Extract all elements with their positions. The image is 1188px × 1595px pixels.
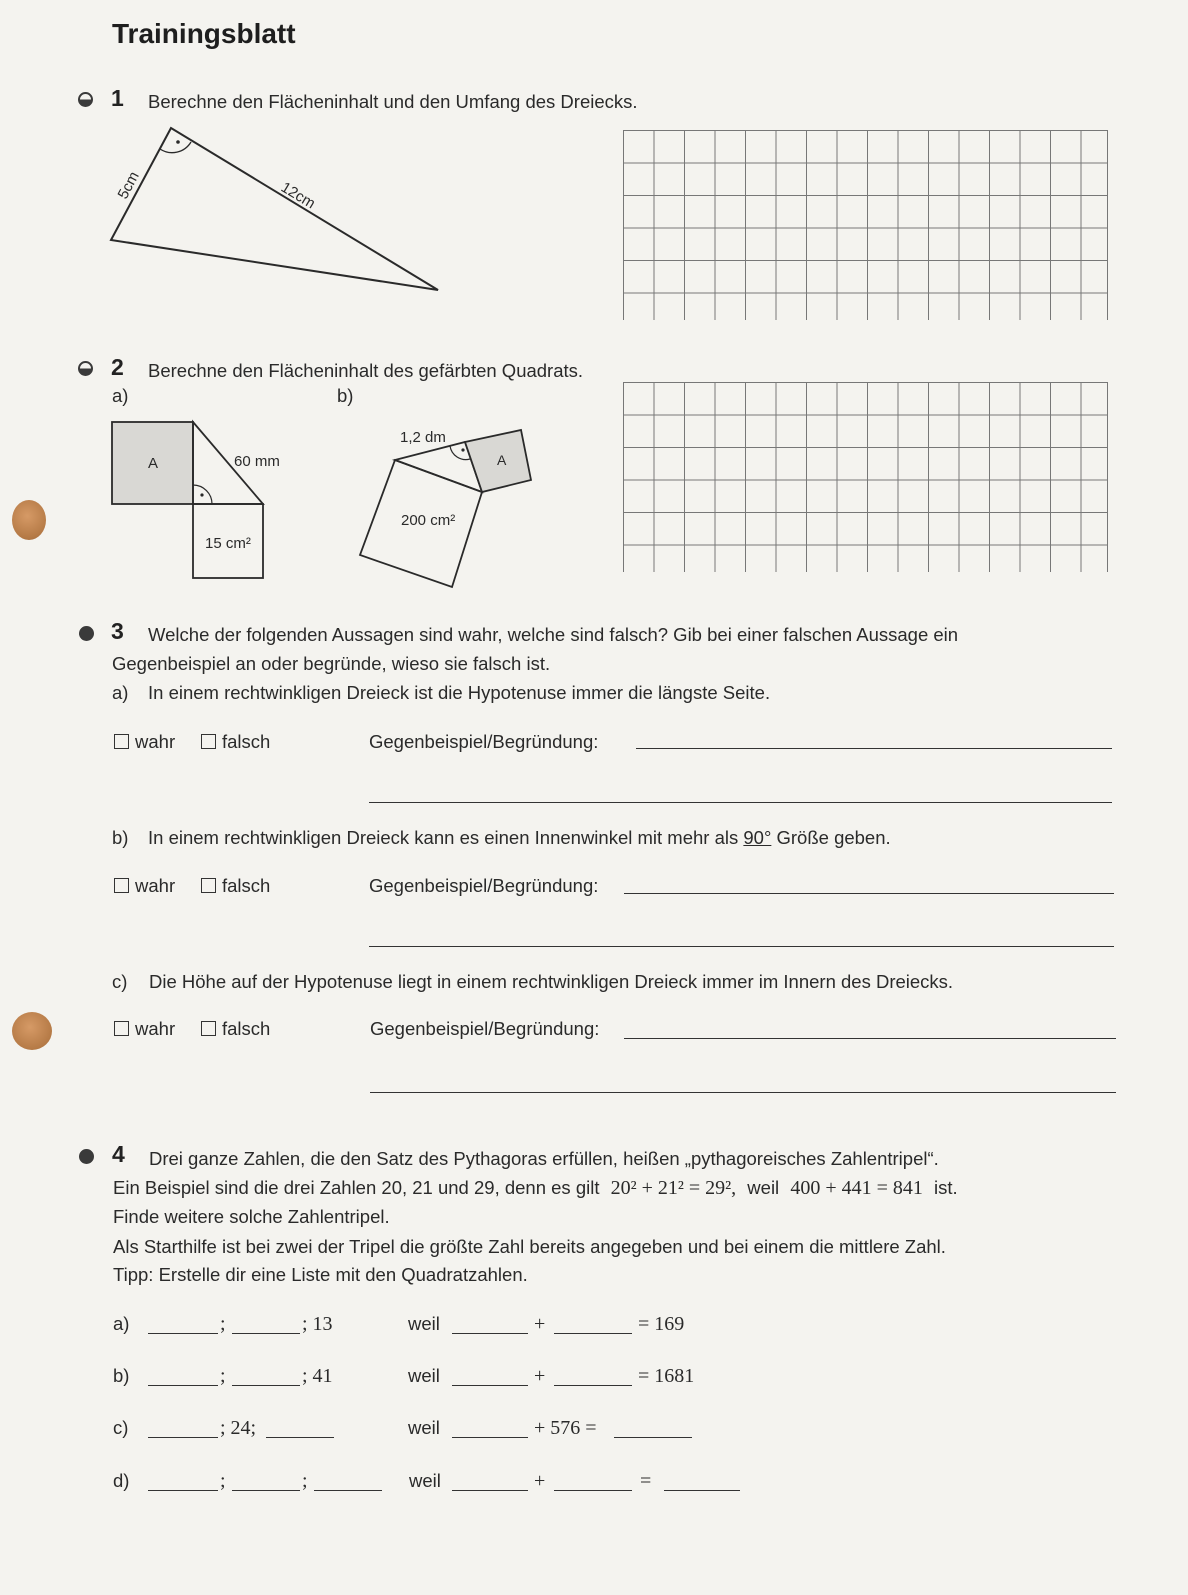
- row-d-sep-2: ;: [302, 1470, 308, 1492]
- row-a-weil: weil: [408, 1313, 440, 1334]
- row-a-blank-1[interactable]: [148, 1319, 218, 1334]
- right-angle-mark: [160, 142, 191, 153]
- row-c-blank-2[interactable]: [266, 1423, 334, 1438]
- row-b-weil: weil: [408, 1365, 440, 1386]
- right-triangle: [111, 128, 438, 290]
- task3b-text: In einem rechtwinkligen Dreieck kann es einen Innenwinkel mit mehr als 90° Größe geben.: [148, 827, 891, 848]
- hypotenuse-label: 60 mm: [234, 453, 280, 470]
- task1-answer-grid[interactable]: [623, 130, 1108, 320]
- row-d-blank-6[interactable]: [664, 1476, 740, 1491]
- row-a-given: ; 13: [302, 1313, 333, 1335]
- row-d-blank-2[interactable]: [232, 1476, 300, 1491]
- side-label: 1,2 dm: [400, 429, 446, 446]
- task2b-figure: [355, 420, 545, 595]
- task3-intro-line1: Welche der folgenden Aussagen sind wahr, welche sind falsch? Gib bei einer falschen Aussage ein: [148, 624, 959, 645]
- row-d-blank-4[interactable]: [452, 1476, 528, 1491]
- checkbox[interactable]: [114, 878, 129, 893]
- row-c-given: ; 24;: [220, 1417, 257, 1439]
- square-label: A: [148, 455, 159, 472]
- task3b-answer-line[interactable]: [624, 893, 1114, 894]
- row-b-blank-1[interactable]: [148, 1371, 218, 1386]
- task3c-label: c): [112, 971, 128, 992]
- task3a-answer-line[interactable]: [369, 802, 1112, 803]
- task2-label-a: a): [112, 385, 129, 406]
- row-a-result: = 169: [638, 1313, 685, 1335]
- side-b-label: 12cm: [277, 178, 319, 213]
- stain-mark: [12, 1012, 52, 1050]
- task2-number: 2: [111, 354, 124, 380]
- example-formula-values: 400 + 441 = 841: [790, 1177, 923, 1199]
- task3c-text: Die Höhe auf der Hypotenuse liegt in einem rechtwinkligen Dreieck immer im Innern des Dreiecks.: [149, 971, 954, 992]
- task3c-true-option[interactable]: wahr: [114, 1018, 175, 1040]
- row-c-blank-3[interactable]: [452, 1423, 528, 1438]
- task4-line1: Drei ganze Zahlen, die den Satz des Pythagoras erfüllen, heißen „pythagoreisches Zahlentripel“.: [149, 1148, 939, 1169]
- row-a-sep: ;: [220, 1313, 226, 1335]
- task3-number: 3: [111, 618, 124, 644]
- row-d-sep-1: ;: [220, 1470, 226, 1492]
- task2-text: Berechne den Flächeninhalt des gefärbten Quadrats.: [148, 360, 584, 381]
- difficulty-half-icon: [78, 92, 93, 107]
- task3c-answer-line[interactable]: [370, 1092, 1116, 1093]
- task3a-true-option[interactable]: wahr: [114, 731, 175, 753]
- task2a-figure: [105, 415, 305, 590]
- task3b-false-option[interactable]: falsch: [201, 875, 270, 897]
- row-c-sum: + 576 =: [534, 1417, 597, 1439]
- stain-mark: [12, 500, 46, 540]
- task3a-text: In einem rechtwinkligen Dreieck ist die Hypotenuse immer die längste Seite.: [148, 682, 771, 703]
- checkbox[interactable]: [201, 734, 216, 749]
- row-a-plus: +: [534, 1313, 546, 1335]
- difficulty-half-icon: [78, 361, 93, 376]
- row-d-blank-5[interactable]: [554, 1476, 632, 1491]
- row-b-blank-3[interactable]: [452, 1371, 528, 1386]
- row-a-label: a): [113, 1313, 130, 1334]
- row-b-given: ; 41: [302, 1365, 333, 1387]
- row-d-blank-1[interactable]: [148, 1476, 218, 1491]
- row-d-label: d): [113, 1470, 130, 1491]
- task4-line2: Ein Beispiel sind die drei Zahlen 20, 21 und 29, denn es gilt 20² + 21² = 29², weil 400 + 441 = 841 ist.: [113, 1177, 958, 1199]
- checkbox[interactable]: [114, 1021, 129, 1036]
- task4-number: 4: [112, 1141, 125, 1167]
- task3b-label: b): [112, 827, 129, 848]
- row-d-weil: weil: [409, 1470, 441, 1491]
- row-c-weil: weil: [408, 1417, 440, 1438]
- row-b-sep: ;: [220, 1365, 226, 1387]
- task3a-reason-label: Gegenbeispiel/Begründung:: [369, 731, 599, 752]
- task3a-label: a): [112, 682, 129, 703]
- task3a-false-option[interactable]: falsch: [201, 731, 270, 753]
- checkbox[interactable]: [201, 878, 216, 893]
- task3b-true-option[interactable]: wahr: [114, 875, 175, 897]
- task3a-answer-line[interactable]: [636, 748, 1112, 749]
- row-d-plus: +: [534, 1470, 546, 1492]
- difficulty-full-icon: [79, 626, 94, 641]
- side-a-label: 5cm: [114, 168, 143, 202]
- page-title: Trainingsblatt: [112, 18, 296, 49]
- task3b-answer-line[interactable]: [369, 946, 1114, 947]
- row-c-label: c): [113, 1417, 129, 1438]
- difficulty-full-icon: [79, 1149, 94, 1164]
- row-a-blank-2[interactable]: [232, 1319, 300, 1334]
- area-label: 200 cm²: [401, 512, 456, 529]
- row-d-blank-3[interactable]: [314, 1476, 382, 1491]
- task3b-reason-label: Gegenbeispiel/Begründung:: [369, 875, 599, 896]
- task2-answer-grid[interactable]: [623, 382, 1108, 572]
- task4-line3: Finde weitere solche Zahlentripel.: [113, 1206, 390, 1227]
- task1-triangle-figure: [100, 120, 460, 305]
- task4-line5: Tipp: Erstelle dir eine Liste mit den Quadratzahlen.: [113, 1264, 528, 1285]
- row-b-label: b): [113, 1365, 130, 1386]
- checkbox[interactable]: [201, 1021, 216, 1036]
- row-d-eq: =: [640, 1470, 652, 1492]
- row-b-blank-2[interactable]: [232, 1371, 300, 1386]
- row-a-blank-4[interactable]: [554, 1319, 632, 1334]
- row-b-result: = 1681: [638, 1365, 695, 1387]
- checkbox[interactable]: [114, 734, 129, 749]
- row-c-blank-1[interactable]: [148, 1423, 218, 1438]
- example-formula: 20² + 21² = 29²,: [610, 1177, 737, 1199]
- task1-number: 1: [111, 85, 124, 111]
- row-a-blank-3[interactable]: [452, 1319, 528, 1334]
- row-c-blank-4[interactable]: [614, 1423, 692, 1438]
- row-b-blank-4[interactable]: [554, 1371, 632, 1386]
- angle-value: 90°: [743, 827, 772, 848]
- square-label: A: [497, 452, 507, 468]
- area-label: 15 cm²: [205, 535, 251, 552]
- task3c-false-option[interactable]: falsch: [201, 1018, 270, 1040]
- task4-line4: Als Starthilfe ist bei zwei der Tripel die größte Zahl bereits angegeben und bei einem die mittlere Zahl.: [113, 1236, 946, 1257]
- task3c-answer-line[interactable]: [624, 1038, 1116, 1039]
- row-b-plus: +: [534, 1365, 546, 1387]
- task3-intro-line2: Gegenbeispiel an oder begründe, wieso sie falsch ist.: [112, 653, 551, 674]
- task2-label-b: b): [337, 385, 354, 406]
- task1-text: Berechne den Flächeninhalt und den Umfang des Dreiecks.: [148, 91, 638, 112]
- task3c-reason-label: Gegenbeispiel/Begründung:: [370, 1018, 600, 1039]
